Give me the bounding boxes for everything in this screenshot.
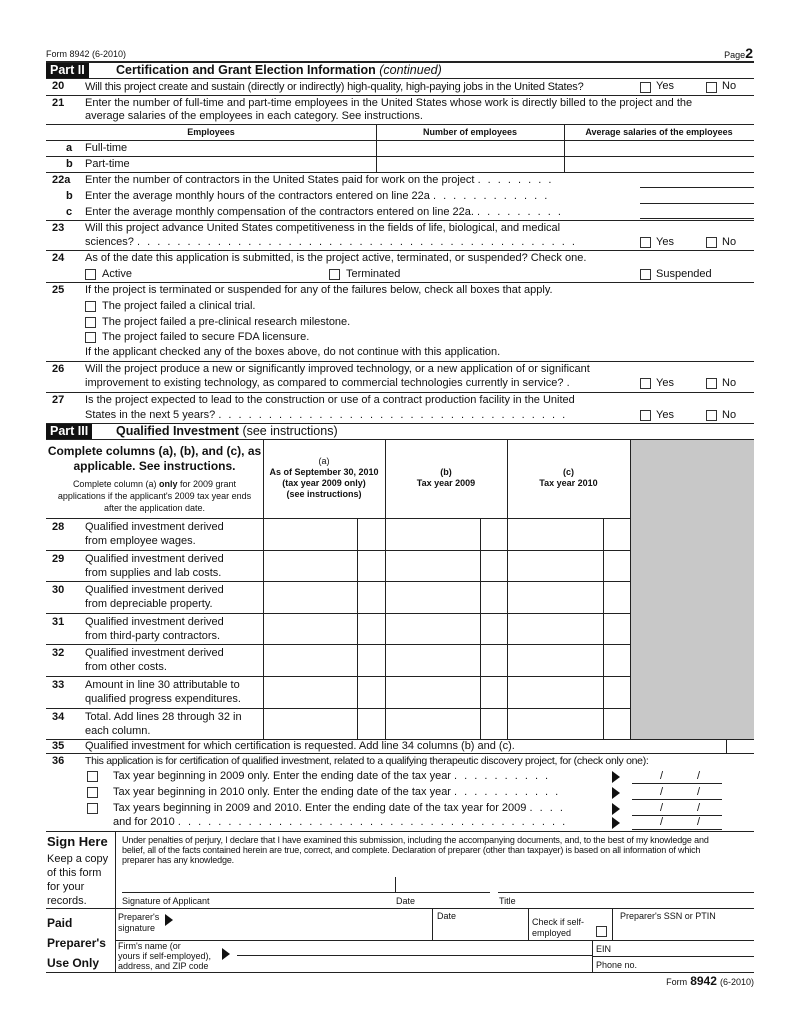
- no-label: No: [722, 236, 737, 248]
- date-label: Date: [396, 896, 416, 906]
- arrow-right-icon: [222, 948, 230, 960]
- part-time-label: Part-time: [85, 158, 130, 170]
- date-slash: /: [697, 786, 701, 798]
- line36-option-checkbox[interactable]: [87, 787, 98, 798]
- t: records.: [47, 895, 87, 907]
- terminated-label: Terminated: [346, 268, 401, 280]
- preclinical-checkbox[interactable]: [85, 317, 96, 328]
- col-c-amount-field[interactable]: [508, 519, 603, 548]
- t: and for 2010: [113, 816, 175, 828]
- t: employed: [532, 928, 572, 938]
- col-b-amount-field[interactable]: [386, 519, 480, 548]
- part2-title-suffix: (continued): [379, 63, 442, 77]
- t: from supplies and lab costs.: [85, 567, 222, 579]
- line-number: 20: [52, 80, 65, 92]
- line22c-field[interactable]: [640, 218, 754, 219]
- col-b-amount-field[interactable]: [386, 677, 480, 706]
- active-checkbox[interactable]: [85, 269, 96, 280]
- clinical-trial-label: The project failed a clinical trial.: [102, 300, 256, 312]
- t: Tax year beginning in 2010 only. Enter the ending date of the tax year: [113, 786, 451, 798]
- self-employed-label: [532, 917, 584, 939]
- line36-text: This application is for certification of qualified investment, related to a qualifying therapeutic discovery project, for (check only one):: [85, 755, 649, 767]
- t: Complete column (a): [72, 479, 159, 489]
- part3-row-label: [85, 520, 224, 548]
- col-c-amount-field[interactable]: [508, 677, 603, 706]
- title-label: Title: [499, 896, 516, 906]
- line23-label: sciences?: [85, 236, 134, 248]
- line36-option: Tax year beginning in 2009 only. Enter the ending date of the tax year . . . . . . . . . .: [113, 770, 551, 782]
- col-a-amount-field[interactable]: [264, 709, 357, 738]
- part2-title: [116, 63, 442, 77]
- part3-row-label: [85, 646, 224, 674]
- line-number: 28: [52, 521, 65, 533]
- col-a-amount-field[interactable]: [264, 677, 357, 706]
- t: Qualified investment derived: [85, 616, 224, 628]
- part3-row-label: [85, 615, 224, 643]
- t: Use Only: [47, 956, 100, 970]
- line-number: 31: [52, 616, 65, 628]
- line-number: 25: [52, 284, 65, 296]
- line22a-label: Enter the number of contractors in the United States paid for work on the project: [85, 174, 475, 186]
- line-number: 34: [52, 711, 65, 723]
- line36-option: Tax year beginning in 2010 only. Enter the ending date of the tax year . . . . . . . . . . .: [113, 786, 561, 798]
- line36-option-checkbox[interactable]: [87, 771, 98, 782]
- col-a-amount-field[interactable]: [264, 645, 357, 674]
- line21-text: Enter the number of full-time and part-time employees in the United States whose work is directly billed to the project and the: [85, 97, 693, 109]
- col-a-amount-field[interactable]: [264, 614, 357, 643]
- line-number: 32: [52, 647, 65, 659]
- self-employed-checkbox[interactable]: [596, 926, 607, 937]
- line22c-label: Enter the average monthly compensation of the contractors entered on line 22a.: [85, 206, 474, 218]
- yes-label: Yes: [656, 409, 674, 421]
- tax-year-end-date-field[interactable]: [632, 815, 722, 816]
- t: Form: [666, 977, 688, 987]
- part3-row-label: [85, 678, 241, 706]
- instr-line: [46, 478, 263, 490]
- t: only: [158, 479, 178, 489]
- sign-here-title: Sign Here: [47, 834, 108, 849]
- line27-yes-checkbox[interactable]: [640, 410, 651, 421]
- t: 8942: [690, 974, 717, 988]
- line27-text-2: States in the next 5 years? . . . . . . . . . . . . . . . . . . . . . . . . . . . . . . . . . . .: [85, 409, 568, 421]
- part3-row-label: [85, 710, 242, 738]
- line22c-text: Enter the average monthly compensation of the contractors entered on line 22a. . . . . . . . . .: [85, 206, 563, 218]
- preclinical-label: The project failed a pre-clinical research milestone.: [102, 316, 351, 328]
- line25-text: If the project is terminated or suspended for any of the failures below, check all boxes that apply.: [85, 284, 553, 296]
- t: Qualified investment derived: [85, 647, 224, 659]
- t: belief, all of the facts contained herein are true, correct, and complete. Declaration of preparer (other than taxpayer) is based on all information of which: [122, 845, 701, 855]
- line20-no-checkbox[interactable]: [706, 82, 717, 93]
- shaded-area: [630, 440, 754, 739]
- t: (see instructions): [286, 489, 362, 499]
- t: Tax year 2010: [539, 478, 598, 488]
- t: (c): [563, 467, 574, 477]
- line-number: 24: [52, 252, 65, 264]
- arrow-right-icon: [165, 914, 173, 926]
- col-a-amount-field[interactable]: [264, 519, 357, 548]
- t: Qualified investment derived: [85, 584, 224, 596]
- line21-text-2: average salaries of the employees in each category. See instructions.: [85, 110, 423, 122]
- row-letter: b: [66, 190, 73, 202]
- line24-text: As of the date this application is submitted, is the project active, terminated, or suspended? Check one.: [85, 252, 587, 264]
- tax-year-end-date-field[interactable]: [632, 783, 722, 784]
- line23-no-checkbox[interactable]: [706, 237, 717, 248]
- line-number: 23: [52, 222, 65, 234]
- line36-and-2010: and for 2010 . . . . . . . . . . . . . . . . . . . . . . . . . . . . . . . . . . . . . . .: [113, 816, 568, 828]
- arrow-right-icon: [612, 787, 620, 799]
- col-employees: Employees: [187, 127, 235, 137]
- yes-label: Yes: [656, 377, 674, 389]
- t: Tax year 2009: [416, 478, 476, 488]
- t: Qualified investment derived: [85, 521, 224, 533]
- line-number: 22a: [52, 174, 71, 186]
- part2-label: Part II: [46, 63, 89, 78]
- line26-label: improvement to existing technology, as compared to commercial technologies currently in service?: [85, 377, 564, 389]
- part3-row-label: [85, 583, 224, 611]
- part3-title: [116, 424, 338, 438]
- col-b-amount-field[interactable]: [386, 645, 480, 674]
- arrow-right-icon: [612, 817, 620, 829]
- suspended-label: Suspended: [656, 268, 712, 280]
- firm-name-label: [118, 941, 211, 971]
- line22b-label: Enter the average monthly hours of the contractors entered on line 22a: [85, 190, 430, 202]
- arrow-right-icon: [612, 771, 620, 783]
- t: Under penalties of perjury, I declare that I have examined this submission, including the accompanying documents, and, to the best of my knowledge and: [122, 835, 709, 845]
- line22a-text: Enter the number of contractors in the United States paid for work on the project . . . . . . . .: [85, 174, 554, 186]
- date-slash: /: [697, 816, 701, 828]
- line26-yes-checkbox[interactable]: [640, 378, 651, 389]
- t: Preparer's: [118, 912, 160, 922]
- t: for your: [47, 881, 85, 893]
- t: As of September 30, 2010: [269, 467, 379, 477]
- line-number: 30: [52, 584, 65, 596]
- t: from employee wages.: [85, 535, 196, 547]
- part3-instructions: [46, 444, 263, 474]
- no-label: No: [722, 377, 737, 389]
- date-slash: /: [660, 802, 664, 814]
- instr-line: applications if the applicant's 2009 tax year ends: [57, 491, 252, 501]
- t: Paid: [47, 916, 73, 930]
- t: from other costs.: [85, 661, 167, 673]
- line22b-field[interactable]: [640, 203, 754, 204]
- page-label: Page: [724, 50, 746, 60]
- t: Qualified investment derived: [85, 553, 224, 565]
- yes-label: Yes: [656, 236, 674, 248]
- col-avg-salary: Average salaries of the employees: [585, 127, 733, 137]
- t: Amount in line 30 attributable to: [85, 679, 240, 691]
- instr-line: after the application date.: [103, 503, 206, 513]
- fda-label: The project failed to secure FDA licensure.: [102, 331, 310, 343]
- date-slash: /: [660, 786, 664, 798]
- arrow-right-icon: [612, 803, 620, 815]
- date-slash: /: [660, 770, 664, 782]
- line26-text-2: improvement to existing technology, as compared to commercial technologies currently in service? .: [85, 377, 570, 389]
- t: from depreciable property.: [85, 598, 213, 610]
- active-label: Active: [102, 268, 132, 280]
- line23-text: Will this project advance United States competitiveness in the fields of life, biological, and medical: [85, 222, 561, 234]
- phone-label: Phone no.: [596, 960, 638, 970]
- col-b-amount-field[interactable]: [386, 582, 480, 611]
- col-a-amount-field[interactable]: [264, 551, 357, 580]
- line20-text: Will this project create and sustain (directly or indirectly) high-quality, high-paying jobs in the United States?: [85, 81, 584, 93]
- t: (tax year 2009 only): [282, 478, 366, 488]
- line20-yes-checkbox[interactable]: [640, 82, 651, 93]
- t: Total. Add lines 28 through 32 in: [85, 711, 242, 723]
- full-time-label: Full-time: [85, 142, 128, 154]
- declaration: [122, 835, 709, 865]
- preparer-date-label: Date: [437, 911, 457, 921]
- part3-row-label: [85, 552, 224, 580]
- col-number: Number of employees: [422, 127, 518, 137]
- t: signature: [118, 923, 156, 933]
- t: address, and ZIP code: [118, 961, 209, 971]
- t: Firm's name (or: [118, 941, 181, 951]
- t: Tax years beginning in 2009 and 2010. Enter the ending date of the tax year for 2009: [113, 802, 527, 814]
- t: for 2009 grant: [177, 479, 237, 489]
- date-slash: /: [697, 802, 701, 814]
- line35-text: Qualified investment for which certification is requested. Add line 34 columns (b) and (c).: [85, 740, 515, 752]
- ein-label: EIN: [596, 944, 612, 954]
- line27-label: States in the next 5 years?: [85, 409, 216, 421]
- no-label: No: [722, 80, 737, 92]
- part3-title-suffix: (see instructions): [242, 424, 338, 438]
- preparer-signature-label: [118, 912, 159, 934]
- fda-checkbox[interactable]: [85, 332, 96, 343]
- row-letter: b: [66, 158, 73, 170]
- t: Preparer's: [47, 936, 106, 950]
- col-c-amount-field[interactable]: [508, 551, 603, 580]
- t: (b): [440, 467, 452, 477]
- t: (a): [318, 456, 330, 466]
- paid-preparer-title: [47, 913, 106, 973]
- tax-year-end-date-field[interactable]: [632, 799, 722, 800]
- yes-label: Yes: [656, 80, 674, 92]
- part2-title-text: Certification and Grant Election Information: [116, 63, 376, 77]
- line36-option-checkbox[interactable]: [87, 803, 98, 814]
- line-number: 35: [52, 740, 65, 752]
- no-label: No: [722, 409, 737, 421]
- col-b-amount-field[interactable]: [386, 551, 480, 580]
- t: Tax year beginning in 2009 only. Enter the ending date of the tax year: [113, 770, 451, 782]
- t: qualified progress expenditures.: [85, 693, 241, 705]
- col-b-amount-field[interactable]: [386, 614, 480, 643]
- row-letter: a: [66, 142, 73, 154]
- t: yours if self-employed),: [118, 951, 212, 961]
- col-c-header: [507, 467, 630, 489]
- line-number: 26: [52, 363, 65, 375]
- t: from third-party contractors.: [85, 630, 221, 642]
- t: (6-2010): [719, 977, 754, 987]
- firm-name-line[interactable]: [237, 955, 592, 956]
- line-number: 36: [52, 755, 65, 767]
- col-b-header: [385, 467, 507, 489]
- col-c-amount-field[interactable]: [508, 645, 603, 674]
- t: Keep a copy: [47, 853, 109, 865]
- tax-year-end-date-field[interactable]: [632, 829, 722, 830]
- keep-copy-note: [47, 852, 108, 908]
- line26-text: Will the project produce a new or significantly improved technology, or a new application of or significant: [85, 363, 590, 375]
- line22b-text: Enter the average monthly hours of the contractors entered on line 22a . . . . . . . . . . . .: [85, 190, 550, 202]
- footer-form-id: [666, 974, 754, 988]
- line27-text: Is the project expected to lead to the construction or use of a contract production facility in the United: [85, 394, 575, 406]
- line27-no-checkbox[interactable]: [706, 410, 717, 421]
- col-c-amount-field[interactable]: [508, 709, 603, 738]
- page-num: 2: [745, 45, 753, 61]
- line-number: 29: [52, 553, 65, 565]
- col-c-amount-field[interactable]: [508, 582, 603, 611]
- t: Check if self-: [532, 917, 585, 927]
- signature-label: Signature of Applicant: [122, 896, 210, 906]
- form-id: Form 8942 (6-2010): [46, 49, 127, 59]
- line-number: 33: [52, 679, 65, 691]
- col-b-amount-field[interactable]: [386, 709, 480, 738]
- suspended-checkbox[interactable]: [640, 269, 651, 280]
- part3-title-text: Qualified Investment: [116, 424, 239, 438]
- signature-line[interactable]: [122, 892, 490, 893]
- row-letter: c: [66, 206, 73, 218]
- page-number: [724, 45, 753, 61]
- col-a-header: [263, 456, 385, 500]
- part3-label: Part III: [46, 424, 92, 439]
- t: each column.: [85, 725, 151, 737]
- col-c-amount-field[interactable]: [508, 614, 603, 643]
- line26-no-checkbox[interactable]: [706, 378, 717, 389]
- line36-option: Tax years beginning in 2009 and 2010. Enter the ending date of the tax year for 2009 . . . .: [113, 802, 565, 814]
- line-number: 21: [52, 97, 65, 109]
- title-line[interactable]: [498, 892, 754, 893]
- instr-line: applicable. See instructions.: [73, 459, 236, 473]
- t: preparer has any knowledge.: [122, 855, 235, 865]
- date-slash: /: [697, 770, 701, 782]
- instr-line: Complete columns (a), (b), and (c), as: [47, 444, 262, 458]
- terminated-checkbox[interactable]: [329, 269, 340, 280]
- line23-yes-checkbox[interactable]: [640, 237, 651, 248]
- line25-note: If the applicant checked any of the boxes above, do not continue with this application.: [85, 346, 501, 358]
- line23-text-2: sciences? . . . . . . . . . . . . . . . . . . . . . . . . . . . . . . . . . . . . . . . . . . . .: [85, 236, 577, 248]
- clinical-trial-checkbox[interactable]: [85, 301, 96, 312]
- part3-note: [46, 478, 263, 514]
- line22a-field[interactable]: [640, 187, 754, 188]
- ssn-label: Preparer's SSN or PTIN: [620, 911, 716, 921]
- col-a-amount-field[interactable]: [264, 582, 357, 611]
- line-number: 27: [52, 394, 65, 406]
- date-slash: /: [660, 816, 664, 828]
- t: of this form: [47, 867, 102, 879]
